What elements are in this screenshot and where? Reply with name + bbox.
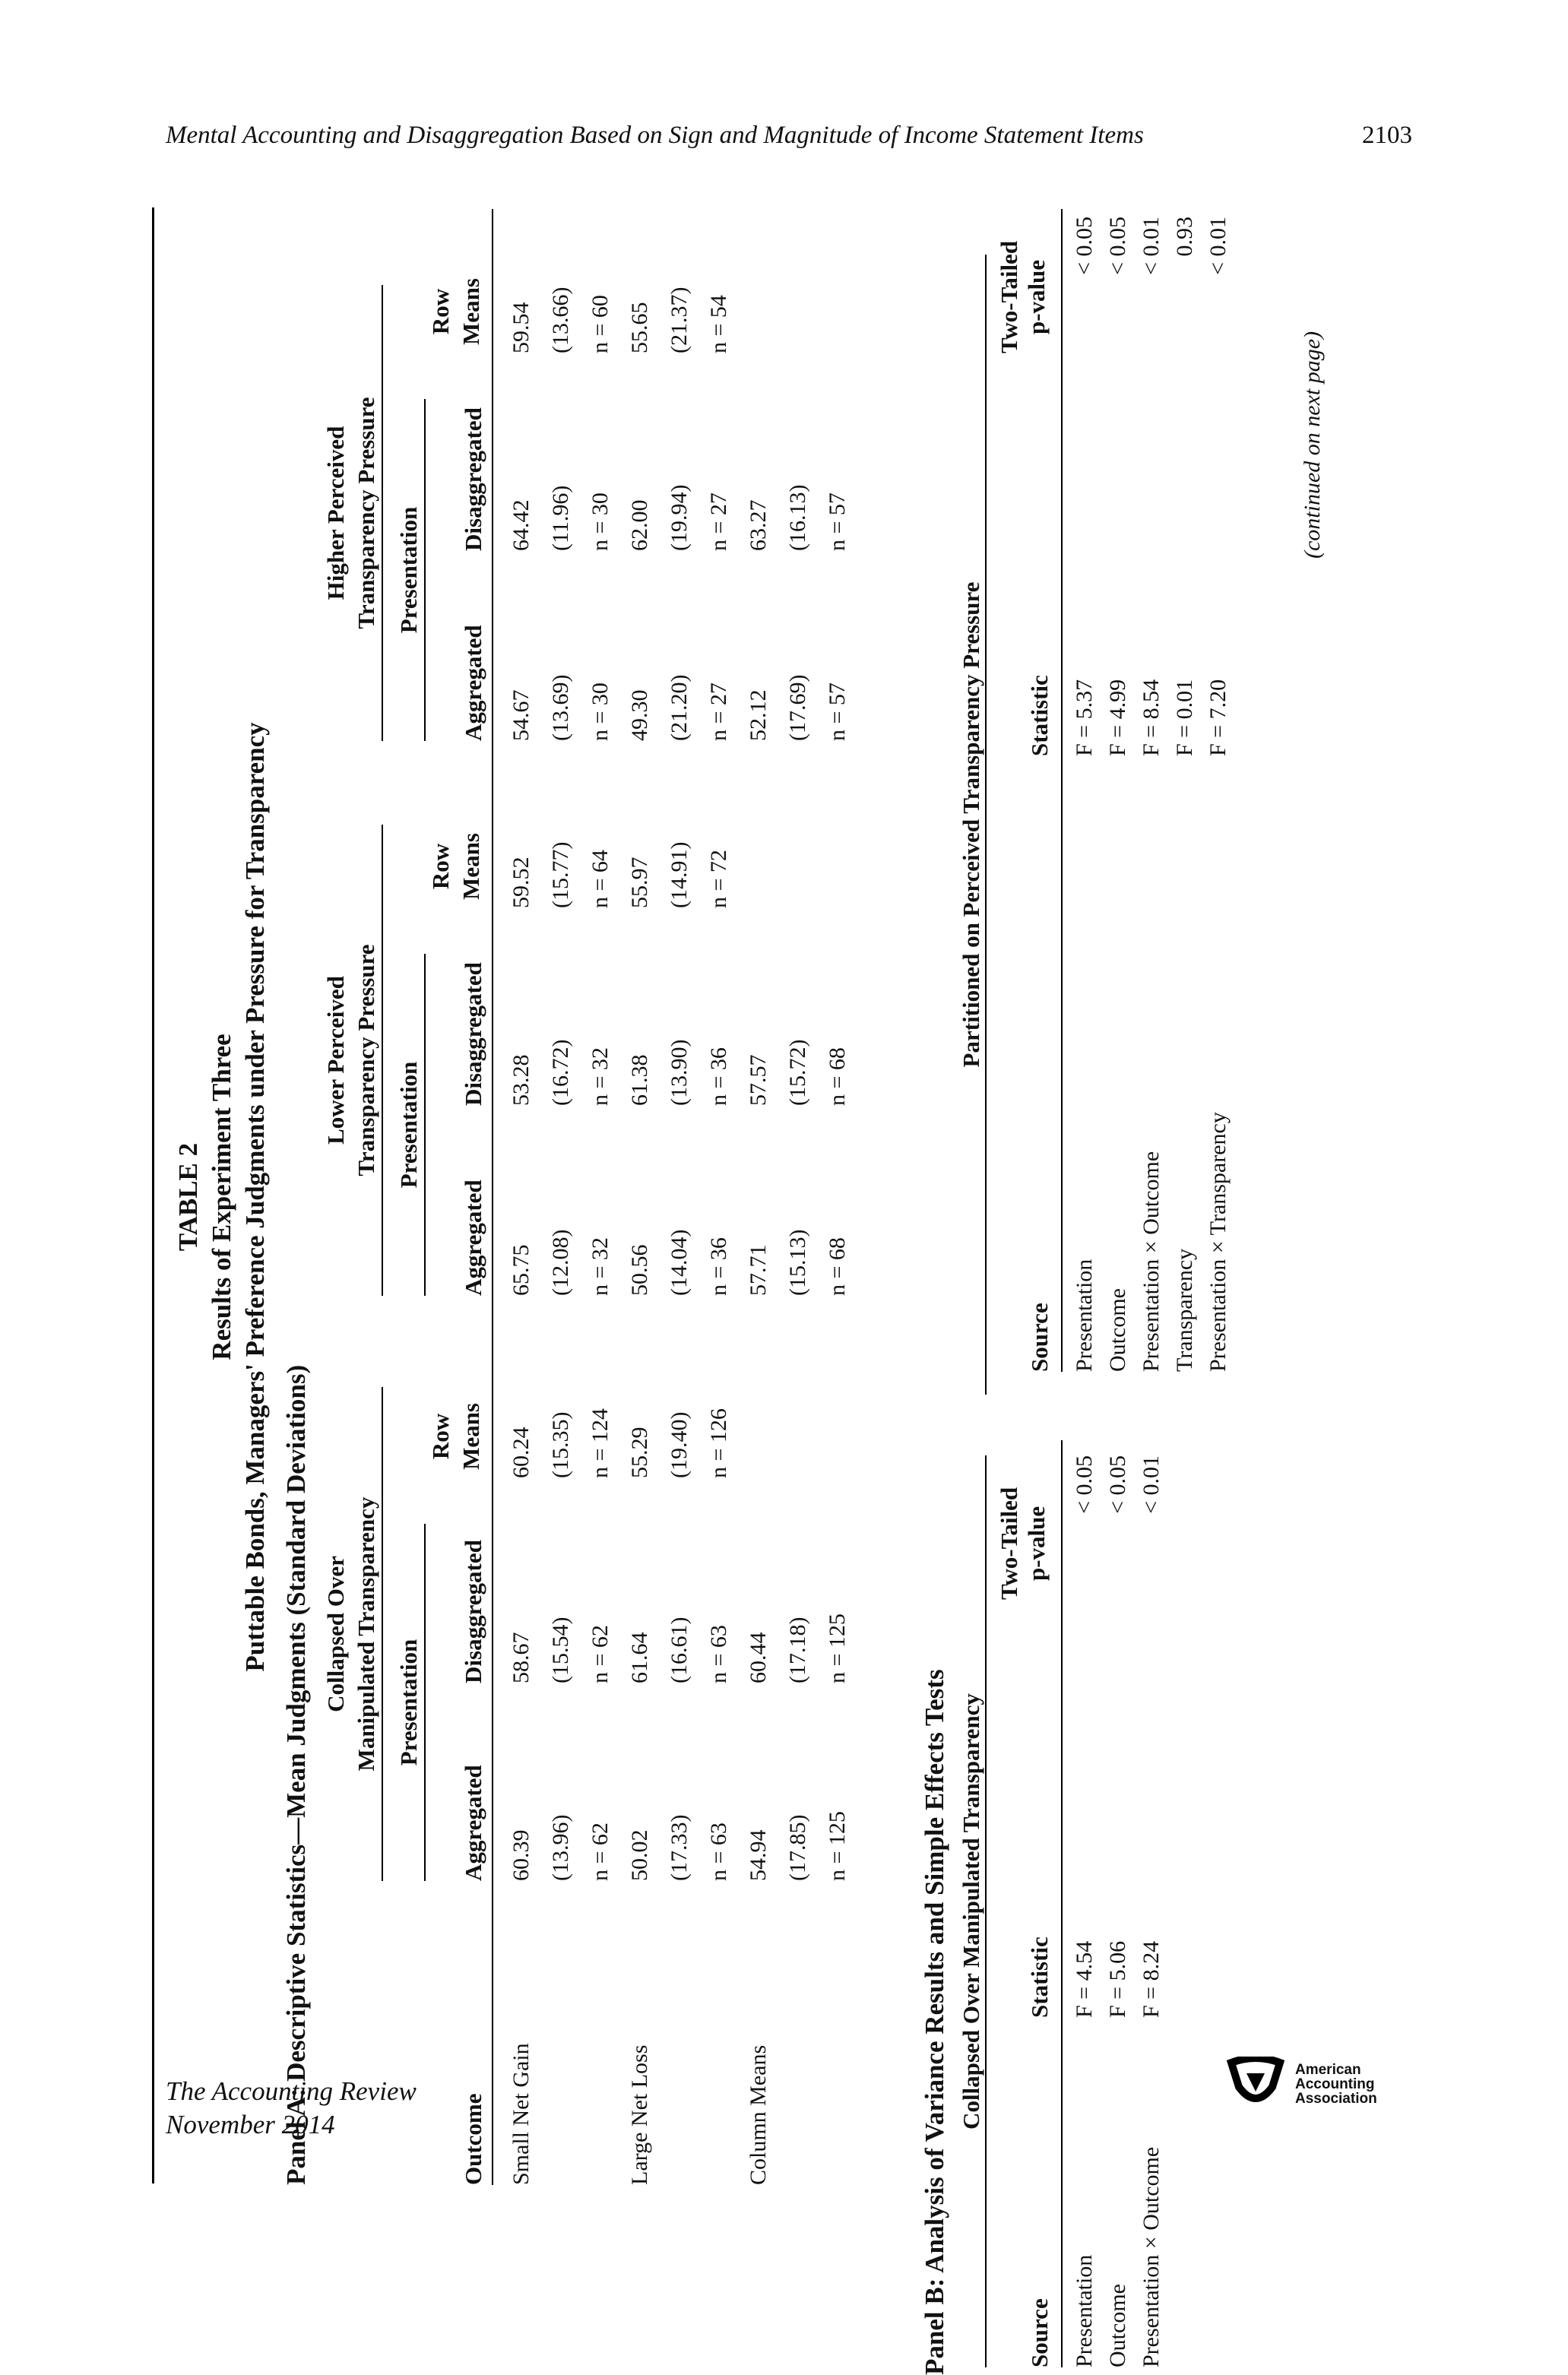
table-row xyxy=(739,209,778,2185)
table-cell: n = 30 xyxy=(588,492,613,551)
table-cell: (15.54) xyxy=(548,1617,573,1683)
table-cell: (12.08) xyxy=(548,1229,573,1296)
row-means-header xyxy=(426,262,486,361)
table-cell: 61.38 xyxy=(627,1054,652,1106)
anova-source: Presentation × Transparency xyxy=(1205,1112,1231,1372)
table-cell: 65.75 xyxy=(508,1244,534,1296)
b-right-p-header xyxy=(996,241,1050,353)
table-cell: (17.18) xyxy=(785,1617,810,1683)
b-left-source-header: Source xyxy=(1026,2298,1053,2367)
anova-statistic: F = 8.54 xyxy=(1139,679,1164,756)
table-cell: 60.39 xyxy=(508,1829,534,1881)
table-cell: (15.72) xyxy=(785,1039,810,1106)
anova-statistic: F = 4.99 xyxy=(1105,679,1130,756)
logo-text xyxy=(1295,2063,1377,2106)
table-row xyxy=(660,209,699,2185)
row-label xyxy=(778,1881,818,2185)
table-cell: 55.97 xyxy=(627,857,652,908)
table-cell: (21.20) xyxy=(667,674,692,741)
table-cell: 61.64 xyxy=(627,1632,652,1683)
anova-source: Transparency xyxy=(1172,1248,1197,1372)
table-cell: 57.57 xyxy=(746,1054,771,1106)
b-left-p-header xyxy=(996,1487,1050,1600)
table-cell: 50.56 xyxy=(627,1244,652,1296)
table-cell: 57.71 xyxy=(746,1244,771,1296)
aaa-emblem-icon xyxy=(1225,2057,1286,2111)
presentation-header xyxy=(394,954,426,1296)
row-label xyxy=(541,1881,581,2185)
table-cell: (15.77) xyxy=(548,841,573,908)
row-label: Small Net Gain xyxy=(508,2043,534,2185)
anova-statistic: F = 5.37 xyxy=(1072,679,1097,756)
row-label xyxy=(581,1881,620,2185)
presentation-header xyxy=(394,1524,426,1881)
anova-statistic: F = 5.06 xyxy=(1105,1940,1130,2018)
table-row xyxy=(818,209,857,2185)
row-label: Column Means xyxy=(746,2044,771,2185)
running-title: Mental Accounting and Disaggregation Based on Sign and Magnitude of Income Statement Items xyxy=(166,122,1144,149)
header-rule xyxy=(492,209,493,2185)
table-cell: (15.13) xyxy=(785,1229,810,1296)
b-right-rule xyxy=(1061,209,1063,1372)
b-left-stat-header: Statistic xyxy=(1026,1936,1053,2018)
table-row xyxy=(778,209,818,2185)
group-line2: Transparency Pressure xyxy=(351,825,383,1296)
table-cell: 52.12 xyxy=(746,689,771,741)
table-row xyxy=(699,209,739,2185)
table-cell: n = 36 xyxy=(706,1047,731,1106)
table-cell: 54.94 xyxy=(746,1829,771,1881)
table-cell: (16.72) xyxy=(548,1039,573,1106)
table-cell: n = 124 xyxy=(588,1408,613,1478)
table-cell: 59.52 xyxy=(508,857,534,908)
row-means-line2: Means xyxy=(458,278,484,345)
right-subtitle-text: Partitioned on Perceived Transparency Pressure xyxy=(958,255,987,1395)
table-cell xyxy=(739,741,778,908)
table-row xyxy=(502,209,541,2185)
table-cell: 60.44 xyxy=(746,1632,771,1683)
p-line1: Two-Tailed xyxy=(996,1487,1022,1600)
table-cell: n = 32 xyxy=(588,1237,613,1296)
table-cell: (11.96) xyxy=(548,485,573,551)
table-cell: 49.30 xyxy=(627,689,652,741)
anova-p-value: < 0.05 xyxy=(1105,1455,1130,1514)
anova-p-value: < 0.01 xyxy=(1139,1455,1164,1514)
aaa-logo xyxy=(1225,2057,1377,2111)
table-cell: (16.13) xyxy=(785,484,810,551)
table-cell xyxy=(739,209,778,353)
table-cell: 55.65 xyxy=(627,302,652,353)
group-header-higher xyxy=(321,285,383,741)
row-label xyxy=(699,1881,739,2185)
row-means-header xyxy=(426,1387,486,1486)
table-cell: n = 36 xyxy=(706,1237,731,1296)
table-cell: n = 126 xyxy=(706,1408,731,1478)
table-cell: n = 63 xyxy=(706,1625,731,1683)
table-title-1: Results of Experiment Three xyxy=(207,1034,236,1360)
table-title-2: Puttable Bonds, Managers' Preference Judgments under Pressure for Transparency xyxy=(240,722,270,1672)
table-cell: n = 54 xyxy=(706,295,731,353)
p-line1: Two-Tailed xyxy=(996,240,1022,353)
table-cell: n = 64 xyxy=(588,850,613,908)
row-means-line2: Means xyxy=(458,833,484,900)
table-cell: n = 57 xyxy=(825,682,850,741)
page-number: 2103 xyxy=(1362,122,1412,149)
col-header-outcome: Outcome xyxy=(460,2093,486,2185)
row-label xyxy=(660,1881,699,2185)
col-header-disaggregated: Disaggregated xyxy=(460,407,486,551)
anova-row xyxy=(1139,209,1172,1372)
table-cell: (16.61) xyxy=(667,1617,692,1683)
anova-source: Outcome xyxy=(1105,1288,1130,1372)
row-means-line1: Row xyxy=(427,288,454,335)
table-cell: (19.40) xyxy=(667,1411,692,1478)
b-right-stat-header: Statistic xyxy=(1026,675,1053,756)
table-cell: n = 125 xyxy=(825,1811,850,1881)
group-header-collapsed xyxy=(321,1387,383,1881)
table-cell: n = 125 xyxy=(825,1613,850,1683)
group-line1: Lower Perceived xyxy=(322,976,349,1145)
rotated-table xyxy=(152,209,1429,2375)
table-cell: n = 62 xyxy=(588,1822,613,1881)
table-cell: (13.66) xyxy=(548,287,573,353)
table-cell: (13.90) xyxy=(667,1039,692,1106)
anova-statistic: F = 0.01 xyxy=(1172,679,1197,756)
panel-b-left-subtitle xyxy=(958,1455,987,2367)
panel-b-title: Panel B: Analysis of Variance Results and Simple Effects Tests xyxy=(920,1669,949,2375)
presentation-header xyxy=(394,399,426,741)
table-cell: 58.67 xyxy=(508,1632,534,1683)
table-cell: 60.24 xyxy=(508,1427,534,1478)
table-cell: (13.96) xyxy=(548,1814,573,1881)
row-means-line1: Row xyxy=(427,1413,454,1460)
anova-source: Presentation × Outcome xyxy=(1139,2146,1164,2367)
anova-source: Outcome xyxy=(1105,2284,1130,2367)
anova-source: Presentation xyxy=(1072,1259,1097,1372)
table-cell: (17.69) xyxy=(785,674,810,741)
anova-source: Presentation × Outcome xyxy=(1139,1151,1164,1372)
anova-row xyxy=(1105,209,1139,1372)
anova-p-value: < 0.01 xyxy=(1139,217,1164,275)
anova-p-value: 0.93 xyxy=(1172,217,1197,257)
logo-line3: Association xyxy=(1295,2090,1377,2107)
table-cell: 54.67 xyxy=(508,689,534,741)
table-cell: n = 30 xyxy=(588,682,613,741)
table-cell: 59.54 xyxy=(508,302,534,353)
table-cell: n = 27 xyxy=(706,682,731,741)
anova-row xyxy=(1139,1440,1172,2367)
left-subtitle-text: Collapsed Over Manipulated Transparency xyxy=(958,1455,987,2367)
group-line2: Manipulated Transparency xyxy=(351,1387,383,1881)
anova-row xyxy=(1205,209,1239,1372)
running-header xyxy=(166,122,1412,150)
row-label xyxy=(818,1881,857,2185)
table-cell: n = 32 xyxy=(588,1047,613,1106)
continued-note: (continued on next page) xyxy=(1300,331,1325,559)
logo-line2: Accounting xyxy=(1295,2076,1375,2092)
group-line2: Transparency Pressure xyxy=(351,285,383,741)
table-cell: (17.85) xyxy=(785,1814,810,1881)
table-cell: n = 68 xyxy=(825,1237,850,1296)
p-line2: p-value xyxy=(1023,259,1050,335)
panel-a-table xyxy=(502,209,857,2185)
panel-b-right-subtitle xyxy=(958,255,987,1395)
table-cell: n = 60 xyxy=(588,295,613,353)
issue-date: November 2014 xyxy=(166,2110,335,2139)
anova-row xyxy=(1072,209,1105,1372)
col-header-aggregated: Aggregated xyxy=(460,1765,486,1881)
table-cell: n = 62 xyxy=(588,1625,613,1683)
table-cell: 64.42 xyxy=(508,499,534,551)
row-means-line1: Row xyxy=(427,843,454,890)
table-cell: (14.91) xyxy=(667,841,692,908)
group-line1: Collapsed Over xyxy=(322,1556,349,1712)
b-left-rows xyxy=(1072,1440,1172,2367)
table-cell: n = 57 xyxy=(825,492,850,551)
anova-statistic: F = 7.20 xyxy=(1205,679,1231,756)
logo-line1: American xyxy=(1295,2061,1361,2078)
table-row xyxy=(541,209,581,2185)
anova-p-value: < 0.05 xyxy=(1072,217,1097,275)
row-label: Large Net Loss xyxy=(627,2044,652,2185)
anova-statistic: F = 4.54 xyxy=(1072,1940,1097,2018)
anova-row xyxy=(1072,1440,1105,2367)
presentation-label: Presentation xyxy=(394,399,426,741)
table-cell: (19.94) xyxy=(667,484,692,551)
col-header-aggregated: Aggregated xyxy=(460,625,486,741)
table-cell xyxy=(778,1296,818,1478)
presentation-label: Presentation xyxy=(394,954,426,1296)
table-cell xyxy=(739,1296,778,1478)
table-cell: (14.04) xyxy=(667,1229,692,1296)
anova-p-value: < 0.01 xyxy=(1205,217,1231,275)
table-cell: n = 68 xyxy=(825,1047,850,1106)
row-means-header xyxy=(426,817,486,916)
col-header-disaggregated: Disaggregated xyxy=(460,962,486,1106)
anova-statistic: F = 8.24 xyxy=(1139,1940,1164,2018)
col-header-aggregated: Aggregated xyxy=(460,1180,486,1296)
table-label: TABLE 2 xyxy=(173,1142,203,1252)
anova-p-value: < 0.05 xyxy=(1072,1455,1097,1514)
table-row xyxy=(581,209,620,2185)
row-means-line2: Means xyxy=(458,1403,484,1470)
table-cell xyxy=(818,1296,857,1478)
table-cell: (21.37) xyxy=(667,287,692,353)
b-right-rows xyxy=(1072,209,1239,1372)
presentation-label: Presentation xyxy=(394,1524,426,1881)
journal-name: The Accounting Review xyxy=(166,2076,417,2106)
col-header-disaggregated: Disaggregated xyxy=(460,1540,486,1683)
table-cell: n = 27 xyxy=(706,492,731,551)
group-line1: Higher Perceived xyxy=(322,426,349,600)
anova-row xyxy=(1105,1440,1139,2367)
group-header-lower xyxy=(321,825,383,1296)
footer xyxy=(166,2075,417,2142)
table-cell: 63.27 xyxy=(746,499,771,551)
table-cell: 55.29 xyxy=(627,1427,652,1478)
anova-source: Presentation xyxy=(1072,2254,1097,2367)
p-line2: p-value xyxy=(1023,1506,1050,1582)
table-cell: (13.69) xyxy=(548,674,573,741)
table-cell: 50.02 xyxy=(627,1829,652,1881)
table-cell xyxy=(778,209,818,353)
panel-a-title: Panel A: Descriptive Statistics—Mean Judgments (Standard Deviations) xyxy=(281,1364,311,2185)
table-cell xyxy=(818,209,857,353)
table-cell: n = 72 xyxy=(706,850,731,908)
b-right-source-header: Source xyxy=(1026,1303,1053,1372)
table-cell: (17.33) xyxy=(667,1814,692,1881)
anova-row xyxy=(1172,209,1205,1372)
table-row xyxy=(620,209,660,2185)
table-cell xyxy=(778,741,818,908)
table-cell: (15.35) xyxy=(548,1411,573,1478)
table-cell: 53.28 xyxy=(508,1054,534,1106)
table-cell: n = 63 xyxy=(706,1822,731,1881)
anova-p-value: < 0.05 xyxy=(1105,217,1130,275)
top-rule xyxy=(152,207,154,2183)
table-cell: 62.00 xyxy=(627,499,652,551)
table-cell xyxy=(818,741,857,908)
b-left-rule xyxy=(1061,1440,1063,2367)
